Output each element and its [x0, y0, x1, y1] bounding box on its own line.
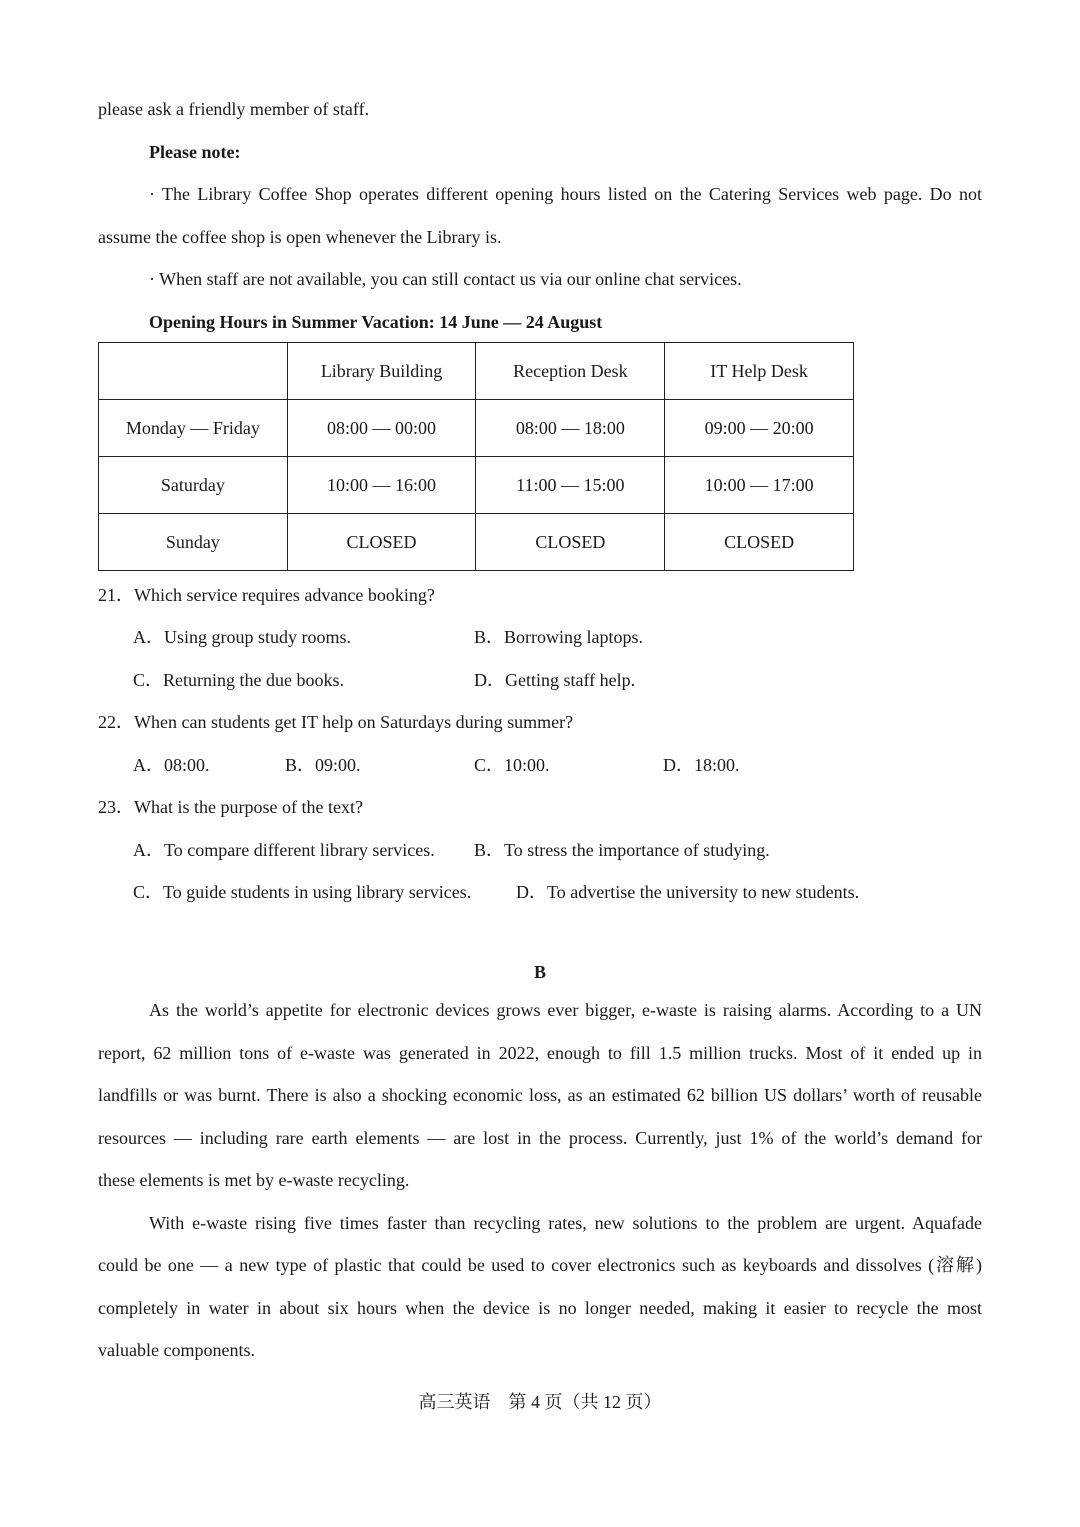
note-1-line-2: assume the coffee shop is open whenever the Library is. [98, 227, 502, 247]
question-21-option-c: C．Returning the due books. [133, 670, 344, 690]
table-header-row [99, 343, 854, 400]
table-title: Opening Hours in Summer Vacation: 14 June — 24 August [149, 312, 603, 332]
question-23-option-a: A．To compare different library services. [133, 840, 435, 860]
note-heading: Please note: [149, 142, 241, 162]
question-22-option-a: A．08:00. [133, 755, 210, 775]
table-cell: 08:00 — 00:00 [287, 400, 476, 457]
note-2: · When staff are not available, you can still contact us via our online chat services. [149, 269, 742, 289]
table-header-cell: IT Help Desk [665, 343, 854, 400]
opening-hours-table [98, 342, 854, 571]
question-23-option-c: C．To guide students in using library services. [133, 882, 472, 902]
passage-paragraph-2-line: could be one — a new type of plastic that could be used to cover electronics such as keyboards and dissolves (溶解) [98, 1255, 982, 1275]
question-22-option-c: C．10:00. [474, 755, 550, 775]
question-21-stem: 21．Which service requires advance booking? [98, 585, 435, 605]
table-cell: Monday — Friday [99, 400, 288, 457]
table-cell: CLOSED [476, 514, 665, 571]
table-cell: 11:00 — 15:00 [476, 457, 665, 514]
table-row [99, 457, 854, 514]
question-21-option-d: D．Getting staff help. [474, 670, 636, 690]
passage-paragraph-1-line: resources — including rare earth elements — are lost in the process. Currently, just 1% of the world’s demand for [98, 1128, 982, 1148]
page-footer: 高三英语 第 4 页（共 12 页） [418, 1392, 662, 1412]
table-row [99, 400, 854, 457]
passage-paragraph-1-line: these elements is met by e-waste recycling. [98, 1170, 410, 1190]
table-header-cell: Library Building [287, 343, 476, 400]
question-22-option-d: D．18:00. [663, 755, 740, 775]
table-cell: 10:00 — 16:00 [287, 457, 476, 514]
passage-paragraph-2-line: With e-waste rising five times faster than recycling rates, new solutions to the problem are urgent. Aquafade [149, 1213, 982, 1233]
table-cell: CLOSED [287, 514, 476, 571]
table-header-cell [99, 343, 288, 400]
table-cell: Sunday [99, 514, 288, 571]
passage-paragraph-1-line: As the world’s appetite for electronic devices grows ever bigger, e-waste is raising alarms. According to a UN [149, 1000, 982, 1020]
table-cell: 10:00 — 17:00 [665, 457, 854, 514]
passage-paragraph-1-line: landfills or was burnt. There is also a shocking economic loss, as an estimated 62 billion US dollars’ worth of reusable [98, 1085, 982, 1105]
passage-paragraph-2-line: completely in water in about six hours when the device is no longer needed, making it easier to recycle the most [98, 1298, 982, 1318]
question-23-option-d: D．To advertise the university to new students. [516, 882, 860, 902]
question-22-stem: 22．When can students get IT help on Saturdays during summer? [98, 712, 574, 732]
question-23-option-b: B．To stress the importance of studying. [474, 840, 770, 860]
continued-text-line: please ask a friendly member of staff. [98, 99, 370, 119]
table-cell: CLOSED [665, 514, 854, 571]
table-cell: 09:00 — 20:00 [665, 400, 854, 457]
question-22-option-b: B．09:00. [285, 755, 361, 775]
question-21-option-a: A．Using group study rooms. [133, 627, 352, 647]
passage-paragraph-2-line: valuable components. [98, 1340, 255, 1360]
note-1-line-1: · The Library Coffee Shop operates different opening hours listed on the Catering Services web page. Do not [149, 184, 982, 204]
passage-paragraph-1-line: report, 62 million tons of e-waste was generated in 2022, enough to fill 1.5 million trucks. Most of it ended up in [98, 1043, 982, 1063]
table-cell: 08:00 — 18:00 [476, 400, 665, 457]
question-23-stem: 23．What is the purpose of the text? [98, 797, 363, 817]
section-label: B [533, 962, 546, 982]
table-cell: Saturday [99, 457, 288, 514]
table-row [99, 514, 854, 571]
question-21-option-b: B．Borrowing laptops. [474, 627, 643, 647]
table-header-cell: Reception Desk [476, 343, 665, 400]
